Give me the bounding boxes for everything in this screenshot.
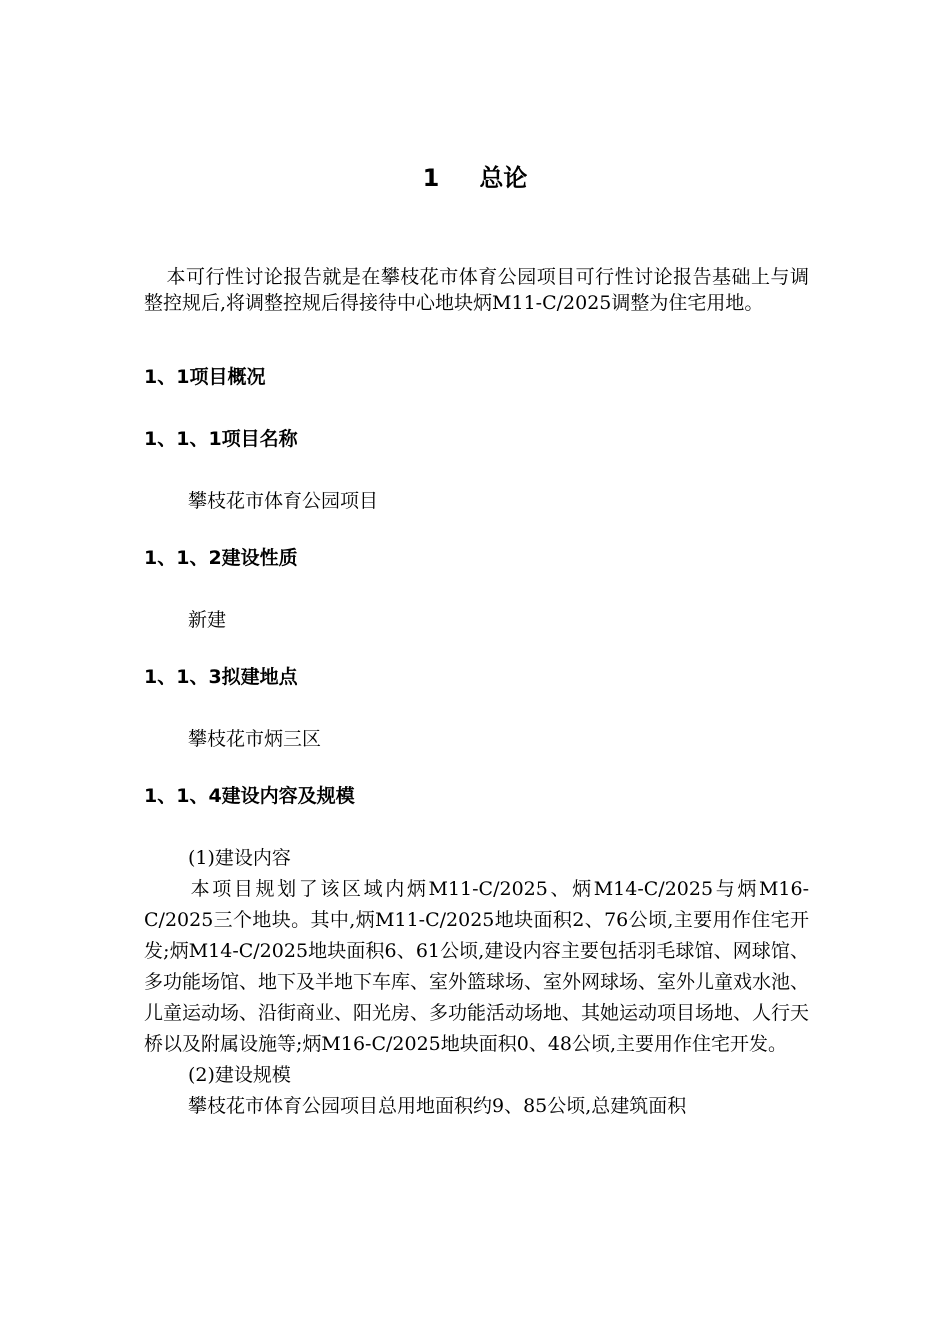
chapter-title-text: 总论 bbox=[479, 164, 528, 192]
chapter-number: 1 bbox=[422, 164, 440, 192]
section-heading-1-1-3: 1、1、3拟建地点 bbox=[144, 666, 298, 688]
intro-paragraph bbox=[144, 264, 809, 316]
construction-content-block bbox=[144, 843, 809, 1122]
construction-content-paragraph: 本项目规划了该区域内炳M11-C/2025、炳M14-C/2025与炳M16-C/2025三个地块。其中,炳M11-C/2025地块面积2、76公顷,主要用作住宅开发;炳M14-C/2025地块面积6、61公顷,建设内容主要包括羽毛球馆、网球馆、多功能场馆、地下及半地下车库、室外篮球场、室外网球场、室外儿童戏水池、儿童运动场、沿街商业、阳光房、多功能活动场地、其她运动项目场地、人行天桥以及附属设施等;炳M16-C/2025地块面积0、48公顷,主要用作住宅开发。 bbox=[144, 878, 810, 1055]
construction-scale-paragraph: 攀枝花市体育公园项目总用地面积约9、85公顷,总建筑面积 bbox=[188, 1095, 687, 1117]
section-heading-1-1-1: 1、1、1项目名称 bbox=[144, 428, 298, 450]
location-text: 攀枝花市炳三区 bbox=[188, 728, 322, 750]
section-heading-1-1: 1、1项目概况 bbox=[144, 366, 266, 388]
intro-text: 本可行性讨论报告就是在攀枝花市体育公园项目可行性讨论报告基础上与调整控规后,将调整控规后得接待中心地块炳M11-C/2025调整为住宅用地。 bbox=[144, 266, 809, 314]
subsection-label-1: (1)建设内容 bbox=[188, 847, 291, 869]
chapter-title bbox=[0, 160, 950, 196]
subsection-label-2: (2)建设规模 bbox=[188, 1064, 291, 1086]
construction-nature-text: 新建 bbox=[188, 609, 227, 631]
section-heading-1-1-4: 1、1、4建设内容及规模 bbox=[144, 785, 355, 807]
project-name-text: 攀枝花市体育公园项目 bbox=[188, 490, 379, 512]
section-heading-1-1-2: 1、1、2建设性质 bbox=[144, 547, 298, 569]
